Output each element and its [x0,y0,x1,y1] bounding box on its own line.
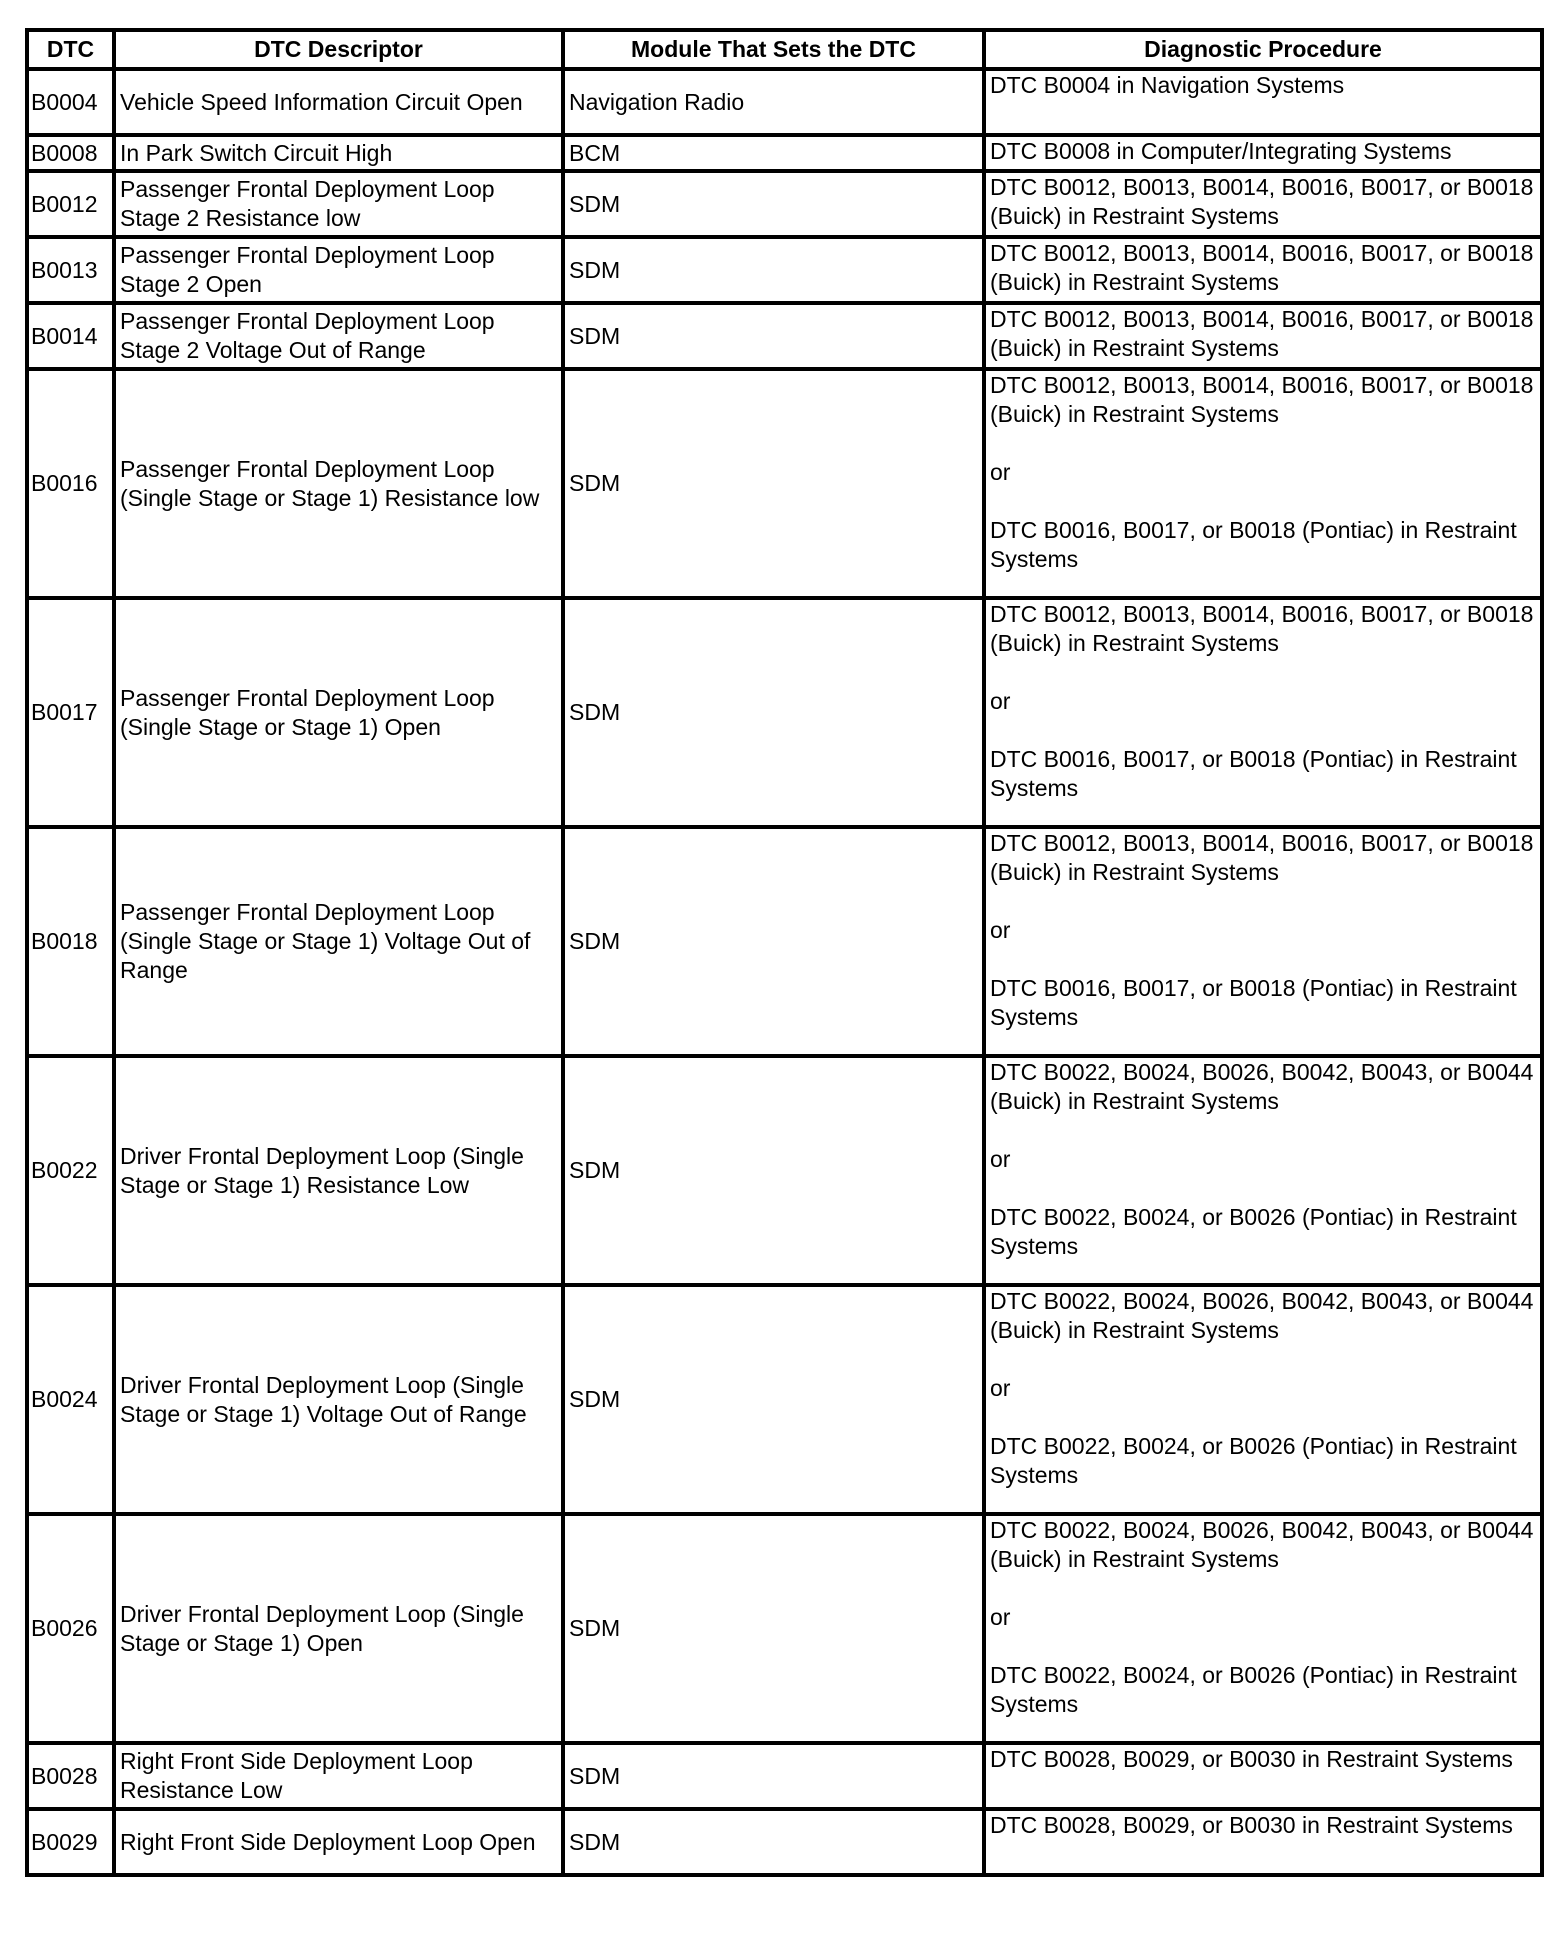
procedure-cell [984,1743,1542,1809]
procedure-paragraph: DTC B0022, B0024, B0026, B0042, B0043, or B0044 (Buick) in Restraint Systems [990,1059,1534,1114]
procedure-cell [984,303,1542,369]
table-row [27,1514,1542,1743]
procedure-paragraph: DTC B0012, B0013, B0014, B0016, B0017, or B0018 (Buick) in Restraint Systems [990,830,1534,885]
dtc-code-cell: B0013 [27,237,114,303]
descriptor-cell: Driver Frontal Deployment Loop (Single Stage or Stage 1) Resistance Low [114,1056,563,1285]
descriptor-cell: Driver Frontal Deployment Loop (Single Stage or Stage 1) Open [114,1514,563,1743]
procedure-paragraph: or [990,459,1011,485]
descriptor-cell: In Park Switch Circuit High [114,135,563,171]
paragraph-gap [990,716,1536,745]
table-row [27,598,1542,827]
module-cell: SDM [563,369,984,598]
table-row [27,827,1542,1056]
table-row [27,369,1542,598]
dtc-code-cell: B0016 [27,369,114,598]
procedure-cell [984,237,1542,303]
dtc-code-cell: B0004 [27,69,114,135]
procedure-paragraph: DTC B0022, B0024, B0026, B0042, B0043, or B0044 (Buick) in Restraint Systems [990,1288,1534,1343]
module-cell: SDM [563,598,984,827]
descriptor-cell: Driver Frontal Deployment Loop (Single Stage or Stage 1) Voltage Out of Range [114,1285,563,1514]
procedure-paragraph: DTC B0012, B0013, B0014, B0016, B0017, or B0018 (Buick) in Restraint Systems [990,174,1534,229]
module-cell: SDM [563,1743,984,1809]
module-cell: SDM [563,1514,984,1743]
table-row [27,303,1542,369]
descriptor-cell: Passenger Frontal Deployment Loop Stage 2 Open [114,237,563,303]
dtc-code-cell: B0029 [27,1809,114,1875]
descriptor-cell: Right Front Side Deployment Loop Open [114,1809,563,1875]
module-cell: SDM [563,1285,984,1514]
table-row [27,135,1542,171]
dtc-code-cell: B0014 [27,303,114,369]
dtc-code-cell: B0008 [27,135,114,171]
procedure-paragraph: DTC B0012, B0013, B0014, B0016, B0017, or B0018 (Buick) in Restraint Systems [990,372,1534,427]
paragraph-gap [990,945,1536,974]
procedure-paragraph: or [990,688,1011,714]
procedure-paragraph: or [990,1604,1011,1630]
header-procedure: Diagnostic Procedure [984,30,1542,69]
dtc-code-cell: B0018 [27,827,114,1056]
descriptor-cell: Passenger Frontal Deployment Loop (Single Stage or Stage 1) Open [114,598,563,827]
table-row [27,237,1542,303]
procedure-cell [984,69,1542,135]
dtc-code-cell: B0028 [27,1743,114,1809]
procedure-paragraph: DTC B0008 in Computer/Integrating Systems [990,138,1452,164]
descriptor-cell: Passenger Frontal Deployment Loop Stage 2 Resistance low [114,171,563,237]
table-row [27,171,1542,237]
dtc-code-cell: B0017 [27,598,114,827]
dtc-code-cell: B0022 [27,1056,114,1285]
descriptor-cell: Vehicle Speed Information Circuit Open [114,69,563,135]
module-cell: SDM [563,237,984,303]
procedure-cell [984,135,1542,171]
dtc-code-cell: B0024 [27,1285,114,1514]
table-body [27,69,1542,1875]
procedure-paragraph: or [990,917,1011,943]
paragraph-gap [990,1403,1536,1432]
procedure-cell [984,171,1542,237]
module-cell: SDM [563,303,984,369]
table-row [27,1743,1542,1809]
paragraph-gap [990,1574,1536,1603]
table-row [27,69,1542,135]
procedure-cell [984,827,1542,1056]
descriptor-cell: Passenger Frontal Deployment Loop Stage 2 Voltage Out of Range [114,303,563,369]
header-descriptor: DTC Descriptor [114,30,563,69]
procedure-cell [984,1056,1542,1285]
table-row [27,1809,1542,1875]
paragraph-gap [990,658,1536,687]
procedure-paragraph: DTC B0022, B0024, B0026, B0042, B0043, or B0044 (Buick) in Restraint Systems [990,1517,1534,1572]
procedure-cell [984,598,1542,827]
module-cell: SDM [563,1809,984,1875]
module-cell: SDM [563,827,984,1056]
procedure-paragraph: DTC B0022, B0024, or B0026 (Pontiac) in Restraint Systems [990,1433,1517,1488]
procedure-paragraph: DTC B0016, B0017, or B0018 (Pontiac) in Restraint Systems [990,746,1517,801]
dtc-code-cell: B0012 [27,171,114,237]
table-header-row [27,30,1542,69]
paragraph-gap [990,1174,1536,1203]
descriptor-cell: Passenger Frontal Deployment Loop (Single Stage or Stage 1) Voltage Out of Range [114,827,563,1056]
procedure-paragraph: DTC B0012, B0013, B0014, B0016, B0017, or B0018 (Buick) in Restraint Systems [990,601,1534,656]
procedure-cell [984,1514,1542,1743]
procedure-paragraph: or [990,1375,1011,1401]
module-cell: BCM [563,135,984,171]
paragraph-gap [990,487,1536,516]
dtc-table [25,28,1544,1877]
descriptor-cell: Right Front Side Deployment Loop Resistance Low [114,1743,563,1809]
table-row [27,1285,1542,1514]
procedure-paragraph: DTC B0022, B0024, or B0026 (Pontiac) in Restraint Systems [990,1204,1517,1259]
procedure-paragraph: DTC B0022, B0024, or B0026 (Pontiac) in Restraint Systems [990,1662,1517,1717]
procedure-paragraph: DTC B0004 in Navigation Systems [990,72,1345,98]
descriptor-cell: Passenger Frontal Deployment Loop (Single Stage or Stage 1) Resistance low [114,369,563,598]
procedure-paragraph: DTC B0016, B0017, or B0018 (Pontiac) in Restraint Systems [990,517,1517,572]
paragraph-gap [990,887,1536,916]
paragraph-gap [990,1345,1536,1374]
procedure-paragraph: DTC B0016, B0017, or B0018 (Pontiac) in Restraint Systems [990,975,1517,1030]
module-cell: SDM [563,1056,984,1285]
procedure-paragraph: DTC B0028, B0029, or B0030 in Restraint Systems [990,1812,1513,1838]
table-row [27,1056,1542,1285]
procedure-paragraph: or [990,1146,1011,1172]
paragraph-gap [990,1632,1536,1661]
procedure-paragraph: DTC B0012, B0013, B0014, B0016, B0017, or B0018 (Buick) in Restraint Systems [990,240,1534,295]
procedure-paragraph: DTC B0028, B0029, or B0030 in Restraint Systems [990,1746,1513,1772]
procedure-cell [984,1285,1542,1514]
procedure-cell [984,369,1542,598]
module-cell: SDM [563,171,984,237]
module-cell: Navigation Radio [563,69,984,135]
paragraph-gap [990,1116,1536,1145]
procedure-cell [984,1809,1542,1875]
procedure-paragraph: DTC B0012, B0013, B0014, B0016, B0017, or B0018 (Buick) in Restraint Systems [990,306,1534,361]
paragraph-gap [990,429,1536,458]
header-dtc: DTC [27,30,114,69]
dtc-code-cell: B0026 [27,1514,114,1743]
header-module: Module That Sets the DTC [563,30,984,69]
